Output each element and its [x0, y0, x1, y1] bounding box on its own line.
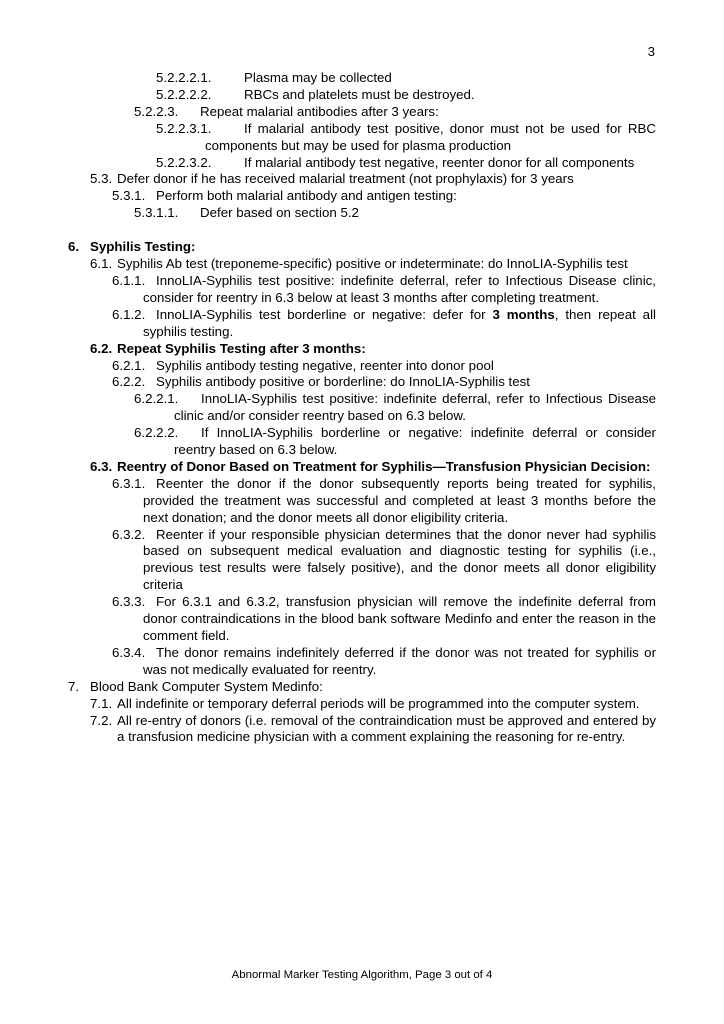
item-text: The donor remains indefinitely deferred if the donor was not treated for syphilis or was not medically evaluated for reentry. [143, 644, 656, 677]
item-text: Perform both malarial antibody and antigen testing: [156, 188, 457, 204]
item-5-2-2-3-2 [156, 155, 656, 172]
item-text: Reentry of Donor Based on Treatment for Syphilis—Transfusion Physician Decision: [117, 458, 651, 474]
item-number: 6.2.2. [112, 374, 146, 390]
item-number: 6.3.3. [112, 594, 146, 610]
item-text-part: , then repeat all syphilis testing. [143, 306, 656, 339]
item-number: 5.2.2.2.2. [156, 86, 212, 102]
item-5-3-1-1 [134, 205, 656, 222]
item-7-1 [90, 696, 656, 713]
item-text: Blood Bank Computer System Medinfo: [90, 678, 323, 694]
item-number: 6.3. [90, 458, 113, 474]
item-text: Syphilis Ab test (treponeme-specific) positive or indeterminate: do InnoLIA-Syphilis test [117, 256, 628, 272]
item-text: If malarial antibody test negative, reenter donor for all components [244, 154, 635, 170]
item-text: InnoLIA-Syphilis test positive: indefinite deferral, refer to Infectious Disease clinic, consider for reentry in 6.3 below at least 3 months after completing treatment. [143, 272, 656, 305]
item-7-2 [90, 713, 656, 747]
item-6-3-4 [112, 645, 656, 679]
item-number: 6.3.4. [112, 644, 146, 660]
item-5-3-1 [112, 188, 656, 205]
item-number: 5.3.1. [112, 188, 146, 204]
item-text: Defer based on section 5.2 [200, 205, 359, 221]
item-number: 6.1. [90, 256, 113, 272]
item-text-part: InnoLIA-Syphilis test borderline or negative: defer for [156, 306, 493, 322]
item-number: 5.2.2.2.1. [156, 70, 212, 85]
item-text: Reenter if your responsible physician determines that the donor never had syphilis based on subsequent medical evaluation and diagnostic testing for syphilis (i.e., previous test results were falsely positive), and the donor meets all donor eligibility criteria [143, 526, 656, 593]
section-6-3-heading [90, 459, 656, 476]
item-text: All re-entry of donors (i.e. removal of the contraindication must be approved and entered by a transfusion medicine physician with a comment explaining the reasoning for re-entry. [117, 712, 656, 745]
item-number: 5.2.2.3. [134, 103, 179, 119]
item-number: 5.2.2.3.2. [156, 154, 212, 170]
item-text: InnoLIA-Syphilis test positive: indefinite deferral, refer to Infectious Disease clinic and/or consider reentry based on 6.3 below. [174, 391, 656, 424]
item-text: Plasma may be collected [244, 70, 392, 85]
item-6-1-2 [112, 307, 656, 341]
item-text: Syphilis antibody testing negative, reenter into donor pool [156, 357, 494, 373]
item-number: 5.3. [90, 171, 113, 187]
item-6-2-1 [112, 358, 656, 375]
item-number: 7.2. [90, 712, 113, 728]
item-number: 5.3.1.1. [134, 205, 179, 221]
item-number: 5.2.2.3.1. [156, 120, 212, 136]
item-text: Defer donor if he has received malarial treatment (not prophylaxis) for 3 years [117, 171, 574, 187]
item-text: Repeat Syphilis Testing after 3 months: [117, 340, 366, 356]
section-6-heading [68, 239, 656, 256]
item-5-2-2-3 [134, 104, 656, 121]
item-number: 6.2.2.2. [134, 425, 179, 441]
item-6-1 [90, 256, 656, 273]
item-text: RBCs and platelets must be destroyed. [244, 86, 475, 102]
item-number: 6.3.1. [112, 475, 146, 491]
item-6-3-2 [112, 527, 656, 595]
page-footer: Abnormal Marker Testing Algorithm, Page 3 out of 4 [231, 969, 493, 981]
item-number: 6.3.2. [112, 526, 146, 542]
item-number: 6.2. [90, 340, 113, 356]
item-text: Syphilis Testing: [90, 239, 196, 255]
page-number: 3 [647, 44, 655, 59]
item-text: If malarial antibody test positive, donor must not be used for RBC components but may be used for plasma production [205, 120, 656, 153]
item-number: 7.1. [90, 695, 113, 711]
section-6-2-heading [90, 341, 656, 358]
item-6-2-2-1 [134, 391, 656, 425]
item-5-2-2-2-2 [156, 87, 656, 104]
item-number: 6.2.1. [112, 357, 146, 373]
item-6-1-1 [112, 273, 656, 307]
item-text [143, 307, 656, 341]
item-text: If InnoLIA-Syphilis borderline or negative: indefinite deferral or consider reentry based on 6.3 below. [174, 425, 656, 458]
item-6-2-2-2 [134, 425, 656, 459]
item-text: Repeat malarial antibodies after 3 years: [200, 103, 439, 119]
section-gap [68, 222, 656, 239]
item-6-2-2 [112, 374, 656, 391]
item-6-3-3 [112, 594, 656, 645]
item-number: 7. [68, 678, 80, 694]
emphasis-duration: 3 months [492, 306, 555, 322]
item-number: 6. [68, 239, 80, 255]
item-6-3-1 [112, 476, 656, 527]
item-text: Reenter the donor if the donor subsequently reports being treated for syphilis, provided the treatment was successful and completed at least 3 months before the next donation; and the donor meets all donor eligibility criteria. [143, 475, 656, 525]
item-5-2-2-2-1 [156, 70, 656, 87]
item-text: All indefinite or temporary deferral periods will be programmed into the computer system. [117, 695, 640, 711]
item-number: 6.1.2. [112, 306, 146, 322]
item-number: 6.2.2.1. [134, 391, 179, 407]
item-text: For 6.3.1 and 6.3.2, transfusion physician will remove the indefinite deferral from donor contraindications in the blood bank software Medinfo and enter the reason in the comment field. [143, 594, 656, 643]
item-5-2-2-3-1 [156, 121, 656, 155]
document-body [68, 70, 656, 746]
section-7-heading [68, 679, 656, 696]
item-text: Syphilis antibody positive or borderline: do InnoLIA-Syphilis test [156, 374, 530, 390]
item-5-3 [90, 171, 656, 188]
item-number: 6.1.1. [112, 272, 146, 288]
